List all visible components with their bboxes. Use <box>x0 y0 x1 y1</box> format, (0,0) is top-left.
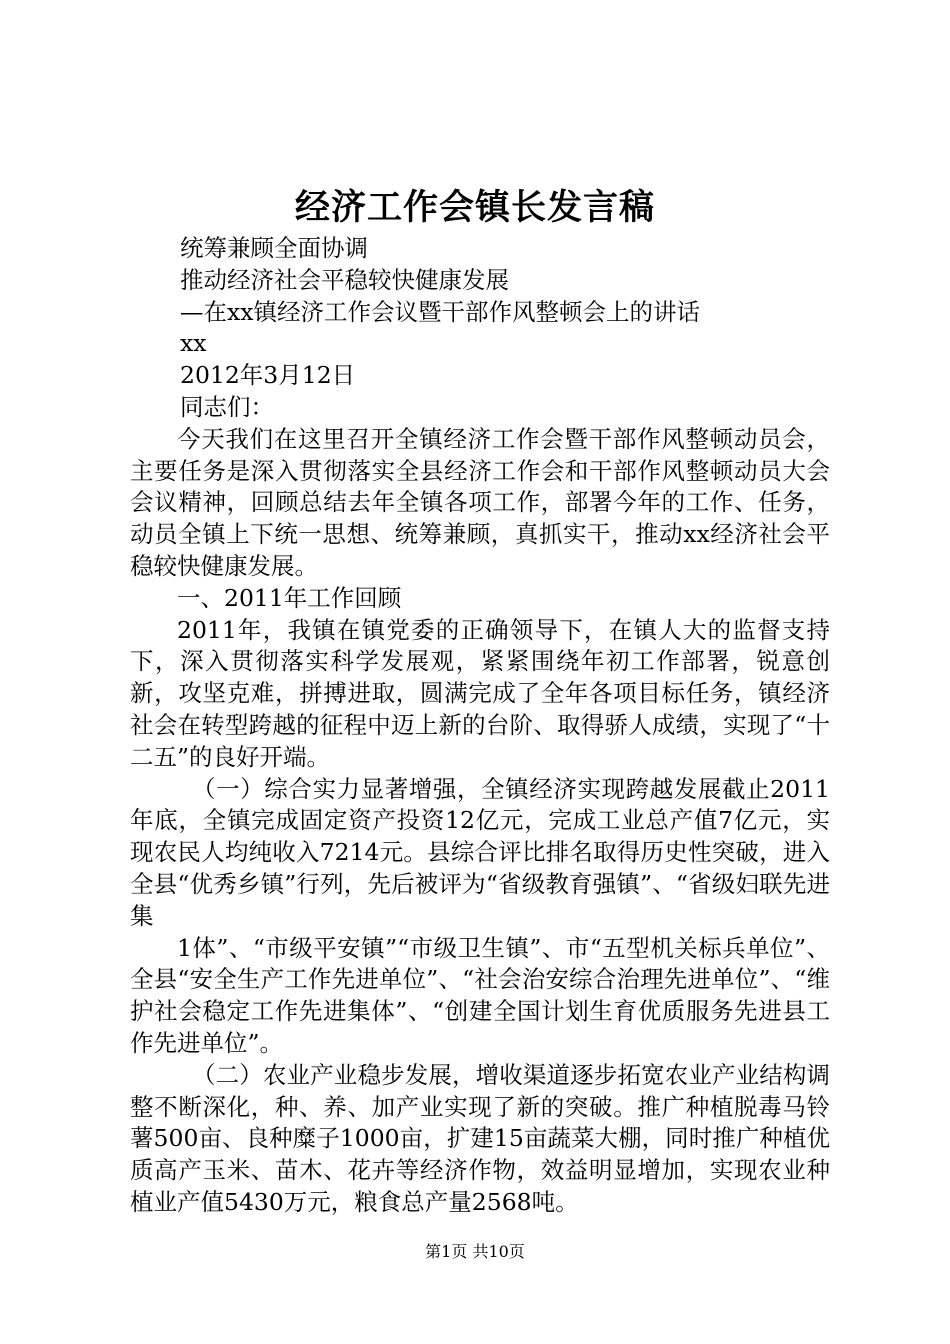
paragraph-review: 2011年，我镇在镇党委的正确领导下，在镇人大的监督支持下，深入贯彻落实科学发展观，紧紧围绕年初工作部署，锐意创新，攻坚克难，拼搏进取，圆满完成了全年各项目标任务，镇经济社会在转型跨越的征程中迈上新的台阶、取得骄人成绩，实现了“十二五”的良好开端。 <box>130 615 830 771</box>
paragraph-intro: 今天我们在这里召开全镇经济工作会暨干部作风整顿动员会，主要任务是深入贯彻落实全县经济工作会和干部作风整顿动员大会会议精神，回顾总结去年全镇各项工作，部署今年的工作、任务，动员全镇上下统一思想、统筹兼顾，真抓实干，推动xx经济社会平稳较快健康发展。 <box>130 424 830 580</box>
subtitle-line-1: 统筹兼顾全面协调 <box>180 234 368 262</box>
section-heading: 一、2011年工作回顾 <box>177 583 402 612</box>
document-body <box>130 233 830 1219</box>
date-line: 2012年3月12日 <box>180 361 356 390</box>
page-footer: 第1页 共10页 <box>425 1242 525 1261</box>
subtitle-line-3: —在xx镇经济工作会议暨干部作风整顿会上的讲话 <box>180 297 701 326</box>
paragraph-honors: 1体”、“市级平安镇”“市级卫生镇”、市“五型机关标兵单位”、全县“安全生产工作先进单位”、“社会治安综合治理先进单位”、“维护社会稳定工作先进集体”、“创建全国计划生育优质服务先进县工作先进单位”。 <box>130 933 830 1057</box>
document-title: 经济工作会镇长发言稿 <box>294 187 655 228</box>
subtitle-line-2: 推动经济社会平稳较快健康发展 <box>180 265 509 294</box>
salutation: 同志们： <box>180 392 274 421</box>
author-line: xx <box>180 329 207 358</box>
paragraph-agriculture: （二）农业产业稳步发展，增收渠道逐步拓宽农业产业结构调整不断深化，种、养、加产业实现了新的突破。推广种植脱毒马铃薯500亩、良种糜子1000亩，扩建15亩蔬菜大棚，同时推广种植优质高产玉米、苗木、花卉等经济作物，效益明显增加，实现农业种植业产值5430万元，粮食总产量2568吨。 <box>130 1060 830 1216</box>
paragraph-strength: （一）综合实力显著增强，全镇经济实现跨越发展截止2011年底，全镇完成固定资产投资12亿元，完成工业总产值7亿元，实现农民人均纯收入7214元。县综合评比排名取得历史性突破，进入全县“优秀乡镇”行列，先后被评为“省级教育强镇”、“省级妇联先进集 <box>130 774 830 930</box>
